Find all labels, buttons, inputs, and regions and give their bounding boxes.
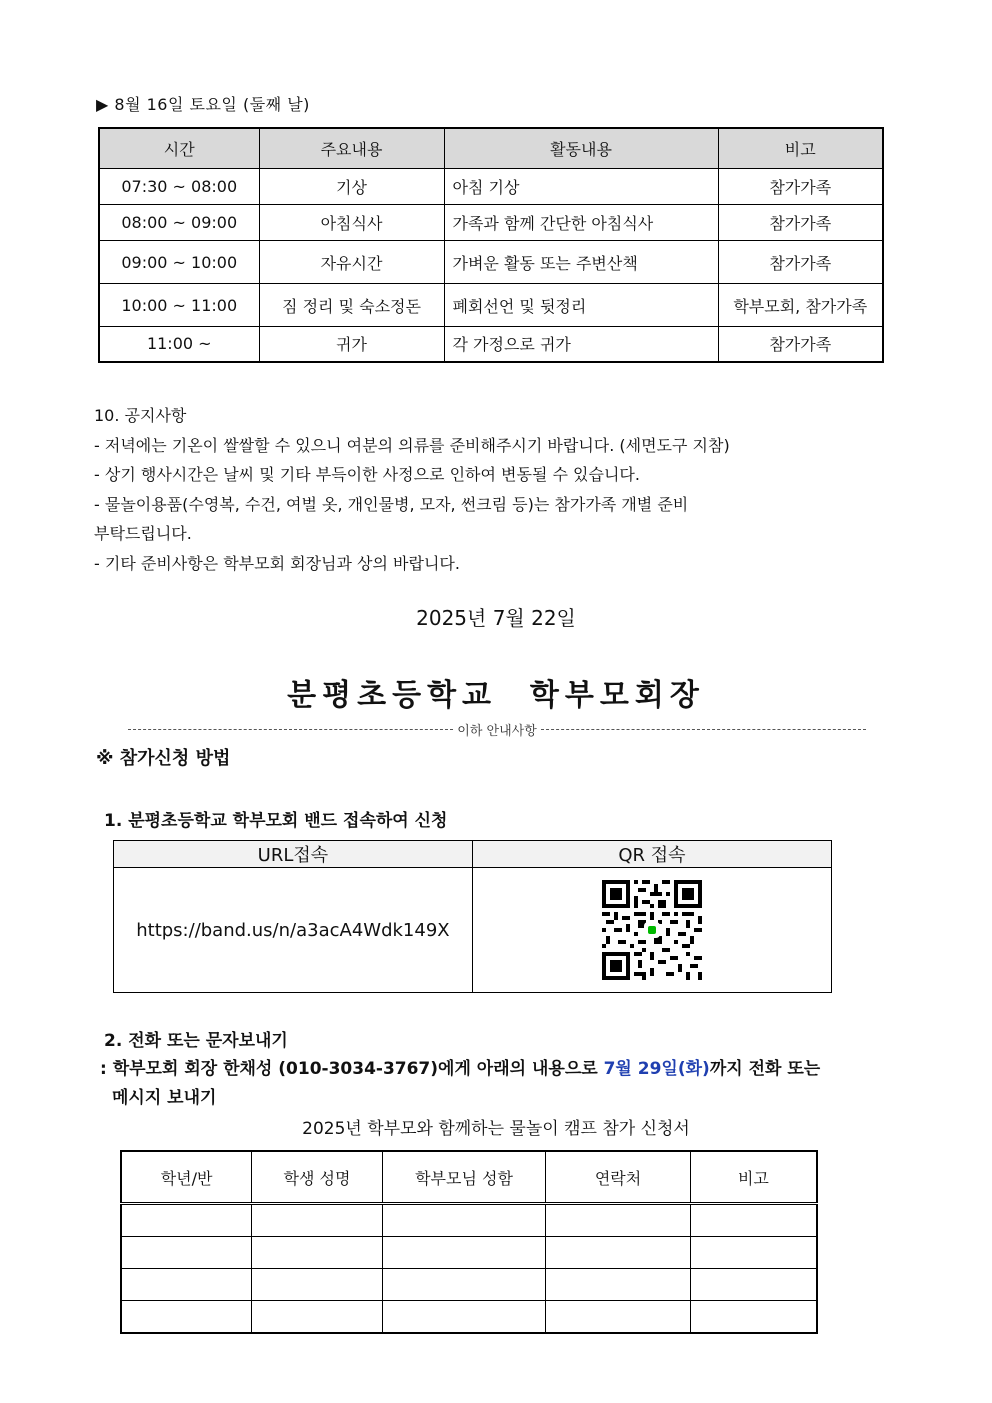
form-cell[interactable] [546, 1301, 691, 1334]
notice-item: - 상기 행사시간은 날씨 및 기타 부득이한 사정으로 인하여 변동될 수 있습니다. [94, 465, 640, 484]
form-cell[interactable] [252, 1237, 383, 1269]
form-cell[interactable] [690, 1301, 817, 1334]
table-row [99, 169, 883, 205]
schedule-cell: 각 가정으로 귀가 [444, 327, 718, 362]
section-divider [128, 720, 866, 739]
divider-label: 이하 안내사항 [457, 724, 537, 739]
schedule-cell: 11:00 ~ [99, 327, 259, 362]
form-cell[interactable] [382, 1269, 546, 1301]
divider-line [128, 729, 453, 730]
form-cell[interactable] [382, 1204, 546, 1237]
schedule-cell: 09:00 ~ 10:00 [99, 241, 259, 284]
notice-item: - 기타 준비사항은 학부모회 회장님과 상의 바랍니다. [94, 553, 460, 573]
deadline-highlight: 7월 29일(화) [603, 1059, 710, 1079]
schedule-cell: 가족과 함께 간단한 아침식사 [444, 205, 718, 241]
schedule-cell: 기상 [259, 169, 444, 205]
schedule-cell: 참가가족 [718, 241, 883, 284]
step1-title: 1. 분평초등학교 학부모회 밴드 접속하여 신청 [104, 811, 448, 831]
qr-header: QR 접속 [472, 841, 831, 868]
schedule-cell: 폐회선언 및 뒷정리 [444, 284, 718, 327]
notice-title: 10. 공지사항 [94, 406, 187, 425]
schedule-cell: 참가가족 [718, 327, 883, 362]
divider-line [541, 729, 866, 730]
table-row [99, 327, 883, 362]
step2-desc-pre: : 학부모회 회장 한채성 (010-3034-3767)에게 아래의 내용으로 [100, 1059, 604, 1079]
qr-code-icon[interactable] [602, 880, 702, 980]
form-cell[interactable] [121, 1204, 252, 1237]
step2-desc-post: 까지 전화 또는 [709, 1059, 821, 1079]
table-row [121, 1301, 817, 1334]
schedule-cell: 참가가족 [718, 205, 883, 241]
band-url-link[interactable]: https://band.us/n/a3acA4Wdk149X [136, 919, 450, 941]
table-row [99, 284, 883, 327]
form-header-grade: 학년/반 [121, 1151, 252, 1204]
signer: 분평초등학교 학부모회장 [287, 678, 705, 713]
form-header-parent: 학부모님 성함 [382, 1151, 546, 1204]
form-header-student: 학생 성명 [252, 1151, 383, 1204]
table-row [121, 1237, 817, 1269]
notice-item: - 저녁에는 기온이 쌀쌀할 수 있으니 여분의 의류를 준비해주시기 바랍니다. (세면도구 지참) [94, 435, 730, 455]
form-cell[interactable] [690, 1269, 817, 1301]
schedule-cell: 짐 정리 및 숙소정돈 [259, 284, 444, 327]
form-cell[interactable] [252, 1204, 383, 1237]
form-cell[interactable] [121, 1237, 252, 1269]
notice-item: - 물놀이용품(수영복, 수건, 여벌 옷, 개인물병, 모자, 썬크림 등)는 참가가족 개별 준비 [94, 494, 689, 514]
day-heading: ▶ 8월 16일 토요일 (둘째 날) [96, 95, 310, 114]
table-row [99, 241, 883, 284]
form-cell[interactable] [121, 1269, 252, 1301]
schedule-cell: 07:30 ~ 08:00 [99, 169, 259, 205]
form-header-note: 비고 [690, 1151, 817, 1204]
band-url-cell [114, 868, 473, 993]
form-cell[interactable] [252, 1301, 383, 1334]
form-cell[interactable] [690, 1204, 817, 1237]
band-access-table [113, 840, 832, 993]
step2-description [100, 1055, 890, 1113]
schedule-cell: 참가가족 [718, 169, 883, 205]
form-cell[interactable] [546, 1204, 691, 1237]
notice-item: 부탁드립니다. [94, 524, 192, 543]
schedule-cell: 10:00 ~ 11:00 [99, 284, 259, 327]
qr-cell [472, 868, 831, 993]
method-title: ※ 참가신청 방법 [96, 748, 231, 769]
issue-date: 2025년 7월 22일 [416, 606, 576, 630]
schedule-header-time: 시간 [99, 128, 259, 169]
application-form-table [120, 1150, 818, 1334]
table-row [121, 1204, 817, 1237]
schedule-cell: 아침 기상 [444, 169, 718, 205]
schedule-header-note: 비고 [718, 128, 883, 169]
form-cell[interactable] [382, 1301, 546, 1334]
schedule-cell: 학부모회, 참가가족 [718, 284, 883, 327]
schedule-cell: 아침식사 [259, 205, 444, 241]
step2-title: 2. 전화 또는 문자보내기 [104, 1031, 288, 1051]
table-row [99, 205, 883, 241]
form-cell[interactable] [546, 1269, 691, 1301]
form-header-contact: 연락처 [546, 1151, 691, 1204]
table-row [121, 1269, 817, 1301]
schedule-header-activity: 활동내용 [444, 128, 718, 169]
form-cell[interactable] [546, 1237, 691, 1269]
step2-desc-line2: 메시지 보내기 [112, 1088, 217, 1108]
form-cell[interactable] [121, 1301, 252, 1334]
url-header: URL접속 [114, 841, 473, 868]
notice-section [94, 401, 894, 578]
schedule-cell: 가벼운 활동 또는 주변산책 [444, 241, 718, 284]
schedule-cell: 08:00 ~ 09:00 [99, 205, 259, 241]
form-cell[interactable] [690, 1237, 817, 1269]
schedule-table [98, 127, 884, 363]
schedule-cell: 귀가 [259, 327, 444, 362]
form-cell[interactable] [252, 1269, 383, 1301]
schedule-cell: 자유시간 [259, 241, 444, 284]
schedule-header-main: 주요내용 [259, 128, 444, 169]
application-form-title: 2025년 학부모와 함께하는 물놀이 캠프 참가 신청서 [302, 1119, 690, 1139]
form-cell[interactable] [382, 1237, 546, 1269]
step2-desc-line1 [100, 1055, 890, 1084]
